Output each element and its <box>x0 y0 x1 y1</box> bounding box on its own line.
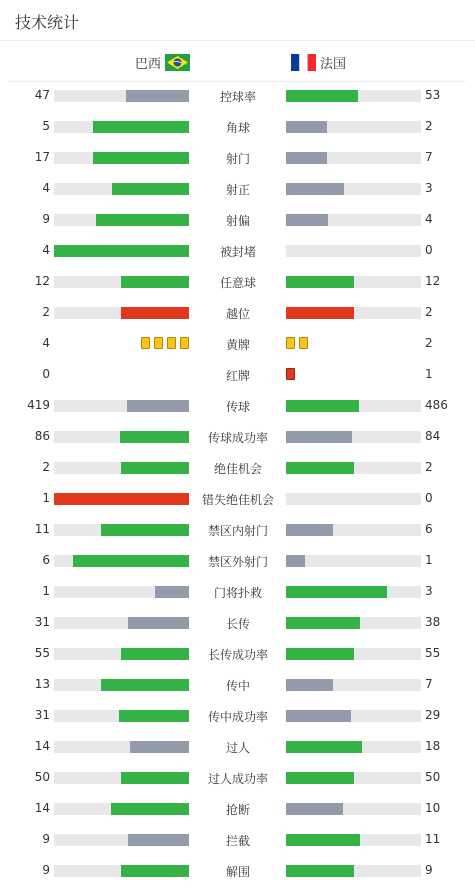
away-stat-bar-fill <box>286 276 354 288</box>
home-stat-value: 86 <box>34 429 50 443</box>
away-stat-value: 84 <box>425 429 441 443</box>
home-stat-bar-fill <box>54 245 189 257</box>
home-stat-bar <box>54 648 189 660</box>
yellow-card-icon <box>141 337 150 349</box>
home-stat-bar <box>54 834 189 846</box>
away-stat-bar-fill <box>286 679 333 691</box>
away-stat-value: 2 <box>425 119 433 133</box>
away-stat-value: 1 <box>425 367 433 381</box>
away-stat-value: 0 <box>425 491 433 505</box>
away-stat-bar <box>286 555 421 567</box>
away-stat-value: 4 <box>425 212 433 226</box>
home-stat-value: 2 <box>42 305 50 319</box>
away-stat-value: 10 <box>425 801 441 815</box>
away-stat-value: 0 <box>425 243 433 257</box>
stat-label: 抢断 <box>225 803 250 817</box>
away-stat-bar <box>286 865 421 877</box>
home-stat-bar <box>54 90 189 102</box>
away-stat-bar <box>286 772 421 784</box>
away-stat-bar-fill <box>286 803 343 815</box>
home-stat-bar-fill <box>101 679 189 691</box>
home-stat-value: 1 <box>42 491 50 505</box>
home-stat-bar <box>54 586 189 598</box>
stat-label: 长传 <box>225 617 250 631</box>
home-stat-value: 419 <box>27 398 50 412</box>
home-stat-bar <box>54 431 189 443</box>
stat-row <box>0 794 475 825</box>
away-stat-bar-fill <box>286 648 354 660</box>
home-stat-bar <box>54 121 189 133</box>
stat-row <box>0 825 475 856</box>
away-stat-bar-fill <box>286 183 344 195</box>
home-stat-bar <box>54 679 189 691</box>
home-stat-bar <box>54 152 189 164</box>
home-stat-bar-fill <box>121 307 189 319</box>
stat-row <box>0 577 475 608</box>
stat-label: 禁区外射门 <box>207 555 268 569</box>
away-team-name: 法国 <box>320 57 347 72</box>
away-stat-bar-fill <box>286 772 354 784</box>
stat-row <box>0 360 475 391</box>
home-stat-value: 9 <box>42 832 50 846</box>
home-stat-bar <box>54 617 189 629</box>
home-stat-value: 4 <box>42 336 50 350</box>
away-stat-bar <box>286 524 421 536</box>
away-cards <box>286 337 308 349</box>
stat-label: 越位 <box>225 307 250 321</box>
stat-label: 解围 <box>225 865 250 879</box>
stat-label: 禁区内射门 <box>207 524 268 538</box>
away-stat-bar <box>286 214 421 226</box>
yellow-card-icon <box>167 337 176 349</box>
home-stat-value: 4 <box>42 243 50 257</box>
yellow-card-icon <box>299 337 308 349</box>
away-stat-bar-fill <box>286 121 327 133</box>
page-title: 技术统计 <box>15 13 80 32</box>
home-stat-bar <box>54 462 189 474</box>
away-stat-bar-fill <box>286 586 387 598</box>
home-stat-bar <box>54 245 189 257</box>
away-stat-bar-fill <box>286 462 354 474</box>
away-stat-bar <box>286 586 421 598</box>
home-stat-bar-fill <box>130 741 189 753</box>
stat-row <box>0 856 475 887</box>
away-stat-value: 3 <box>425 181 433 195</box>
home-stat-bar-fill <box>155 586 189 598</box>
away-stat-bar-fill <box>286 400 359 412</box>
stat-row <box>0 701 475 732</box>
away-stat-bar-fill <box>286 617 360 629</box>
stat-row <box>0 205 475 236</box>
stat-row <box>0 484 475 515</box>
home-stat-value: 4 <box>42 181 50 195</box>
away-stat-bar <box>286 493 421 505</box>
stat-row <box>0 546 475 577</box>
home-stat-value: 55 <box>34 646 50 660</box>
away-stat-bar <box>286 183 421 195</box>
away-stat-bar-fill <box>286 152 327 164</box>
stat-label: 传中 <box>225 679 250 693</box>
teams-header <box>8 41 466 82</box>
away-stat-bar-fill <box>286 431 352 443</box>
stat-label: 传中成功率 <box>207 710 268 724</box>
away-stat-value: 11 <box>425 832 441 846</box>
away-stat-value: 38 <box>425 615 441 629</box>
home-stat-bar <box>54 493 189 505</box>
home-stat-bar-fill <box>119 710 189 722</box>
red-card-icon <box>286 368 295 380</box>
away-stat-value: 2 <box>425 460 433 474</box>
away-stat-value: 53 <box>425 88 441 102</box>
away-stat-bar-fill <box>286 834 360 846</box>
away-cards <box>286 368 295 380</box>
home-stat-bar <box>54 555 189 567</box>
stat-label: 门将扑救 <box>213 586 262 600</box>
away-stat-bar-fill <box>286 865 354 877</box>
away-stat-value: 6 <box>425 522 433 536</box>
stat-label: 红牌 <box>225 369 250 383</box>
yellow-card-icon <box>286 337 295 349</box>
home-stat-bar-fill <box>126 90 189 102</box>
home-stat-value: 14 <box>34 801 50 815</box>
home-stat-bar <box>54 710 189 722</box>
stat-label: 被封堵 <box>219 245 256 259</box>
home-stat-value: 31 <box>34 708 50 722</box>
away-stat-value: 18 <box>425 739 441 753</box>
home-stat-bar-fill <box>73 555 189 567</box>
stat-row <box>0 670 475 701</box>
home-stat-value: 50 <box>34 770 50 784</box>
home-stat-bar-fill <box>121 772 189 784</box>
home-stat-bar <box>54 741 189 753</box>
home-stat-bar <box>54 183 189 195</box>
home-stat-bar-fill <box>121 865 189 877</box>
stat-row <box>0 81 475 112</box>
away-stat-bar <box>286 834 421 846</box>
away-stat-bar-fill <box>286 555 305 567</box>
away-stat-value: 12 <box>425 274 441 288</box>
home-stat-bar <box>54 214 189 226</box>
yellow-card-icon <box>154 337 163 349</box>
stat-row <box>0 329 475 360</box>
home-stat-value: 11 <box>34 522 50 536</box>
home-team <box>135 53 190 72</box>
home-stat-bar <box>54 803 189 815</box>
stat-label: 拦截 <box>225 834 250 848</box>
away-stat-value: 1 <box>425 553 433 567</box>
home-stat-bar <box>54 276 189 288</box>
stat-label: 控球率 <box>219 90 256 104</box>
away-stat-bar-fill <box>286 524 333 536</box>
home-stat-value: 31 <box>34 615 50 629</box>
home-stat-value: 0 <box>42 367 50 381</box>
home-stat-value: 9 <box>42 212 50 226</box>
home-stat-bar-fill <box>93 152 189 164</box>
stat-label: 错失绝佳机会 <box>201 493 274 507</box>
stat-label: 角球 <box>225 121 250 135</box>
away-stat-bar <box>286 276 421 288</box>
stat-label: 过人 <box>225 741 250 755</box>
home-stat-bar-fill <box>127 400 189 412</box>
stat-row <box>0 174 475 205</box>
away-stat-bar <box>286 741 421 753</box>
away-stat-value: 3 <box>425 584 433 598</box>
stat-row <box>0 422 475 453</box>
home-stat-value: 47 <box>34 88 50 102</box>
away-stat-value: 50 <box>425 770 441 784</box>
stat-label: 射门 <box>225 152 250 166</box>
away-stat-bar-fill <box>286 741 362 753</box>
home-stat-value: 5 <box>42 119 50 133</box>
home-stat-bar-fill <box>121 648 189 660</box>
away-stat-value: 29 <box>425 708 441 722</box>
home-stat-bar <box>54 865 189 877</box>
away-stat-value: 7 <box>425 150 433 164</box>
home-stat-bar-fill <box>121 462 189 474</box>
home-stat-bar-fill <box>128 834 189 846</box>
away-stat-value: 7 <box>425 677 433 691</box>
stat-row <box>0 608 475 639</box>
away-stat-bar <box>286 400 421 412</box>
brazil-flag-icon <box>165 54 190 71</box>
home-stat-value: 17 <box>34 150 50 164</box>
stat-label: 传球 <box>225 400 250 414</box>
stat-label: 绝佳机会 <box>213 462 262 476</box>
stat-label: 任意球 <box>219 276 256 290</box>
home-stat-bar-fill <box>128 617 189 629</box>
home-stat-bar-fill <box>120 431 189 443</box>
home-stat-bar-fill <box>93 121 189 133</box>
away-stat-bar-fill <box>286 307 354 319</box>
home-stat-value: 9 <box>42 863 50 877</box>
stat-row <box>0 639 475 670</box>
away-stat-bar <box>286 679 421 691</box>
stat-row <box>0 515 475 546</box>
home-stat-value: 13 <box>34 677 50 691</box>
stat-row <box>0 267 475 298</box>
stat-row <box>0 143 475 174</box>
stat-row <box>0 112 475 143</box>
home-stat-bar-fill <box>121 276 189 288</box>
stat-row <box>0 298 475 329</box>
away-stat-bar-fill <box>286 710 351 722</box>
away-stat-bar <box>286 307 421 319</box>
away-stat-value: 2 <box>425 336 433 350</box>
home-stat-value: 1 <box>42 584 50 598</box>
away-stat-bar-fill <box>286 90 358 102</box>
away-stat-bar <box>286 617 421 629</box>
home-stat-value: 2 <box>42 460 50 474</box>
home-stat-value: 6 <box>42 553 50 567</box>
away-stat-value: 2 <box>425 305 433 319</box>
away-team <box>291 53 346 72</box>
stat-label: 射正 <box>225 183 250 197</box>
stat-row <box>0 732 475 763</box>
stat-label: 长传成功率 <box>207 648 268 662</box>
away-stat-value: 55 <box>425 646 441 660</box>
home-stat-value: 14 <box>34 739 50 753</box>
away-stat-bar <box>286 648 421 660</box>
home-stat-bar-fill <box>112 183 189 195</box>
away-stat-bar <box>286 152 421 164</box>
away-stat-bar <box>286 121 421 133</box>
stat-row <box>0 763 475 794</box>
stat-row <box>0 453 475 484</box>
home-cards <box>141 337 189 349</box>
home-stat-bar-fill <box>111 803 189 815</box>
stat-row <box>0 236 475 267</box>
home-stat-bar <box>54 772 189 784</box>
away-stat-value: 9 <box>425 863 433 877</box>
home-stat-bar <box>54 307 189 319</box>
home-stat-bar-fill <box>101 524 189 536</box>
away-stat-bar <box>286 90 421 102</box>
home-team-name: 巴西 <box>134 57 161 72</box>
home-stat-bar <box>54 400 189 412</box>
home-stat-bar <box>54 524 189 536</box>
stat-label: 黄牌 <box>225 338 250 352</box>
away-stat-value: 486 <box>425 398 448 412</box>
away-stat-bar <box>286 803 421 815</box>
away-stat-bar <box>286 710 421 722</box>
away-stat-bar <box>286 462 421 474</box>
away-stat-bar <box>286 245 421 257</box>
france-flag-icon <box>291 54 316 71</box>
home-stat-bar-fill <box>54 493 189 505</box>
stat-label: 过人成功率 <box>207 772 268 786</box>
header <box>0 0 475 41</box>
home-stat-bar-fill <box>96 214 189 226</box>
home-stat-value: 12 <box>34 274 50 288</box>
stat-label: 传球成功率 <box>207 431 268 445</box>
yellow-card-icon <box>180 337 189 349</box>
stat-row <box>0 391 475 422</box>
away-stat-bar-fill <box>286 214 328 226</box>
stat-label: 射偏 <box>225 214 250 228</box>
away-stat-bar <box>286 431 421 443</box>
